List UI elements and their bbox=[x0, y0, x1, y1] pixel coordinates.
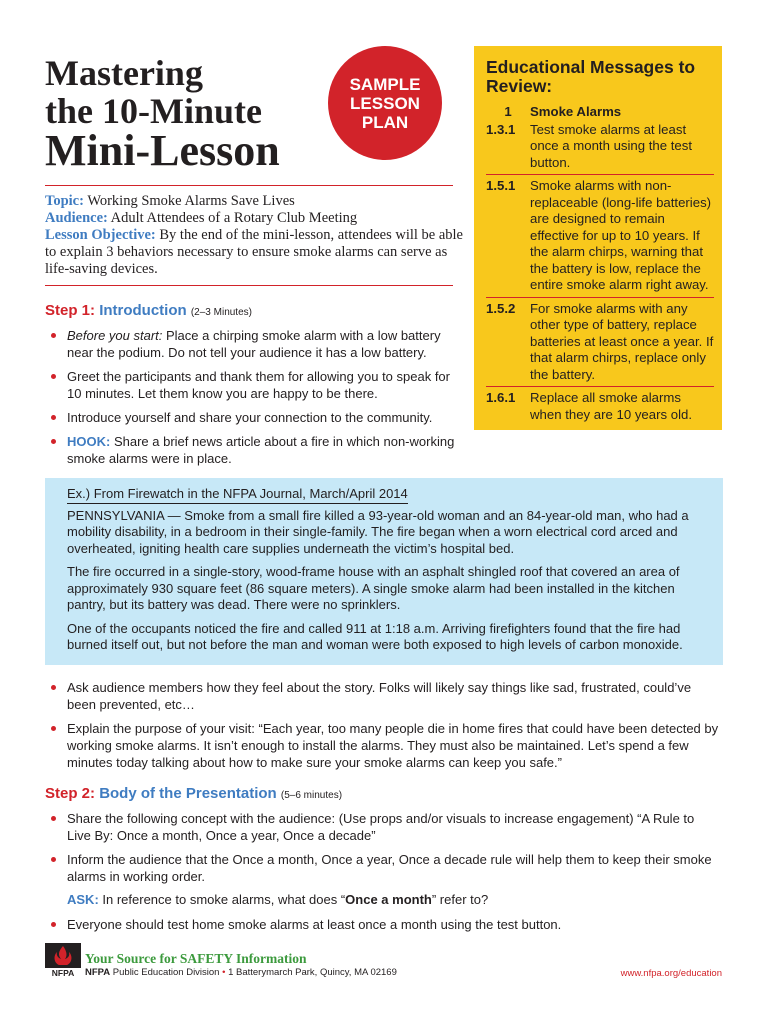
news-example-box bbox=[45, 478, 723, 665]
footer-org: NFPA bbox=[85, 967, 111, 978]
message-number: 1.5.2 bbox=[486, 300, 516, 316]
before-start-lead: Before you start: bbox=[67, 328, 163, 343]
ask-label: ASK: bbox=[67, 892, 99, 907]
ask-bold: Once a month bbox=[345, 892, 432, 907]
message-number: 1.3.1 bbox=[486, 121, 516, 137]
bullet-text: Share a brief news article about a fire in which non-working smoke alarms were in place. bbox=[67, 434, 455, 466]
objective-line bbox=[45, 227, 465, 278]
bullet-text: Greet the participants and thank them for allowing you to speak for 10 minutes. Let them know you are happy to be there. bbox=[67, 369, 450, 401]
objective-value: By the end of the mini-lesson, attendees will be able to explain 3 behaviors necessary to ensure smoke alarms can serve as life-saving devices. bbox=[45, 227, 463, 277]
message-divider bbox=[486, 174, 714, 175]
list-item bbox=[45, 433, 465, 467]
divider-top bbox=[45, 185, 453, 186]
message-item bbox=[486, 390, 714, 423]
footer-tagline: Your Source for SAFETY Information bbox=[85, 951, 307, 966]
objective-label: Lesson Objective: bbox=[45, 227, 156, 243]
bullet-text: Everyone should test home smoke alarms at least once a month using the test button. bbox=[67, 917, 562, 932]
step-1-name: Introduction bbox=[99, 302, 187, 319]
bullet-dot bbox=[51, 439, 56, 444]
footer-street: 1 Batterymarch Park, Quincy, MA 02169 bbox=[225, 967, 397, 978]
message-text: Test smoke alarms at least once a month using the test button. bbox=[530, 121, 693, 170]
badge-line-2: LESSON bbox=[350, 93, 420, 113]
hook-lead: HOOK: bbox=[67, 434, 111, 449]
bullet-text: Ask audience members how they feel about the story. Folks will likely say things like sad, frustrated, could’ve been prevented, etc… bbox=[67, 680, 692, 712]
panel-heading: Educational Messages to Review: bbox=[486, 57, 696, 96]
footer-bullet: • bbox=[222, 967, 226, 978]
lesson-meta bbox=[45, 193, 465, 278]
badge-line-3: PLAN bbox=[361, 112, 409, 132]
message-text: Replace all smoke alarms when they are 10 years old. bbox=[530, 390, 693, 422]
example-paragraph-2: The fire occurred in a single-story, wood-frame house with an asphalt shingled roof that covered an area of approximately 930 square feet (86 square meters). A single smoke alarm had been installed in the kitchen pantry, but its battery was dead. There were no sprinklers. bbox=[67, 564, 680, 612]
message-divider bbox=[486, 386, 714, 387]
list-item bbox=[45, 916, 720, 933]
example-paragraph-3: One of the occupants noticed the fire and called 911 at 1:18 a.m. Arriving firefighters found that the fire had burned itself out, but not before the man and woman were both exposed to high levels of carbon monoxide. bbox=[67, 620, 683, 652]
footer-url-link[interactable]: www.nfpa.org/education bbox=[620, 968, 722, 979]
bullet-text: Explain the purpose of your visit: “Each year, too many people die in home fires that could have been detected by working smoke alarms. It isn’t enough to install the alarms. They must also be maintained. Let’s spend a few minutes today talking about how to make sure your smoke alarms can keep you safe.” bbox=[67, 721, 719, 770]
message-text: Smoke Alarms bbox=[530, 104, 622, 119]
step-2-name: Body of the Presentation bbox=[99, 785, 277, 802]
bullet-dot bbox=[51, 816, 56, 821]
topic-line bbox=[45, 193, 465, 210]
bullet-dot bbox=[51, 922, 56, 927]
bullet-dot bbox=[51, 415, 56, 420]
step-2-bullets bbox=[45, 810, 720, 892]
message-number: 1.6.1 bbox=[486, 390, 516, 405]
bullet-text: Share the following concept with the audience: (Use props and/or visuals to increase engagement) “A Rule to Live By: Once a month, Once a year, Once a decade” bbox=[67, 811, 695, 843]
title-line-2: the 10-Minute bbox=[45, 91, 262, 131]
bullet-text: Introduce yourself and share your connection to the community. bbox=[67, 410, 433, 425]
ask-pre: In reference to smoke alarms, what does “ bbox=[98, 892, 346, 907]
footer-address bbox=[85, 967, 397, 978]
logo-text: NFPA bbox=[51, 968, 75, 977]
bullet-dot bbox=[51, 685, 56, 690]
list-item bbox=[45, 409, 465, 426]
example-heading: Ex.) From Firewatch in the NFPA Journal, March/April 2014 bbox=[67, 486, 408, 504]
step-1-duration: (2–3 Minutes) bbox=[190, 307, 252, 318]
step-2-duration: (5–6 minutes) bbox=[280, 790, 343, 801]
message-divider bbox=[486, 297, 714, 298]
bullet-text: Inform the audience that the Once a month, Once a year, Once a decade rule will help them to keep their smoke alarms in working order. bbox=[67, 852, 712, 884]
title-line-3: Mini-Lesson bbox=[45, 126, 280, 175]
list-item bbox=[45, 679, 720, 713]
step-2-label: Step 2: bbox=[45, 785, 96, 802]
message-item bbox=[486, 122, 714, 172]
message-number: 1 bbox=[504, 104, 512, 119]
message-text: Smoke alarms with non-replaceable (long-life batteries) are designed to remain effective for up to 10 years. If the alarm chirps, warning that the battery is low, replace the entire smoke alarm right away. bbox=[530, 178, 712, 292]
step-1-label: Step 1: bbox=[45, 302, 96, 319]
list-item bbox=[45, 327, 465, 361]
title-line-1: Mastering bbox=[45, 53, 203, 93]
audience-line bbox=[45, 210, 465, 227]
bullet-dot bbox=[51, 857, 56, 862]
badge-line-1: SAMPLE bbox=[349, 74, 421, 94]
page-title bbox=[45, 55, 280, 173]
educational-messages-panel bbox=[474, 46, 722, 430]
bullet-dot bbox=[51, 374, 56, 379]
sample-lesson-plan-badge bbox=[328, 46, 442, 160]
step-1-bullets bbox=[45, 327, 465, 474]
list-item bbox=[45, 851, 720, 885]
ask-prompt bbox=[67, 892, 488, 907]
example-paragraph-1: PENNSYLVANIA — Smoke from a small fire killed a 93-year-old woman and an 84-year-old man, who had a mobility disability, in a bedroom in their single-family. The fire began when a worn electrical cord arced and overheated, igniting health care supplies underneath the victim’s hospital bed. bbox=[67, 507, 689, 556]
bullet-dot bbox=[51, 333, 56, 338]
after-example-bullets bbox=[45, 679, 720, 778]
ask-post: ” refer to? bbox=[431, 892, 489, 907]
message-item bbox=[486, 178, 714, 294]
footer-division: Public Education Division bbox=[110, 967, 223, 978]
nfpa-logo-icon bbox=[45, 943, 81, 977]
list-item bbox=[45, 368, 465, 402]
list-item bbox=[45, 720, 720, 771]
audience-value: Adult Attendees of a Rotary Club Meeting bbox=[110, 210, 358, 226]
step-1-heading bbox=[45, 302, 252, 319]
message-item bbox=[486, 104, 714, 121]
message-item bbox=[486, 301, 714, 384]
step-2-last-bullet bbox=[45, 916, 720, 940]
bullet-text: Place a chirping smoke alarm with a low battery near the podium. Do not tell your audience it has a low battery. bbox=[67, 328, 441, 360]
topic-value: Working Smoke Alarms Save Lives bbox=[87, 193, 295, 209]
step-2-heading bbox=[45, 785, 342, 802]
audience-label: Audience: bbox=[45, 210, 108, 226]
message-text: For smoke alarms with any other type of battery, replace batteries at least once a year. If that alarm chirps, replace only the battery. bbox=[530, 300, 714, 382]
divider-bottom bbox=[45, 285, 453, 286]
bullet-dot bbox=[51, 726, 56, 731]
message-number: 1.5.1 bbox=[486, 178, 516, 193]
list-item bbox=[45, 810, 720, 844]
topic-label: Topic: bbox=[45, 193, 84, 209]
